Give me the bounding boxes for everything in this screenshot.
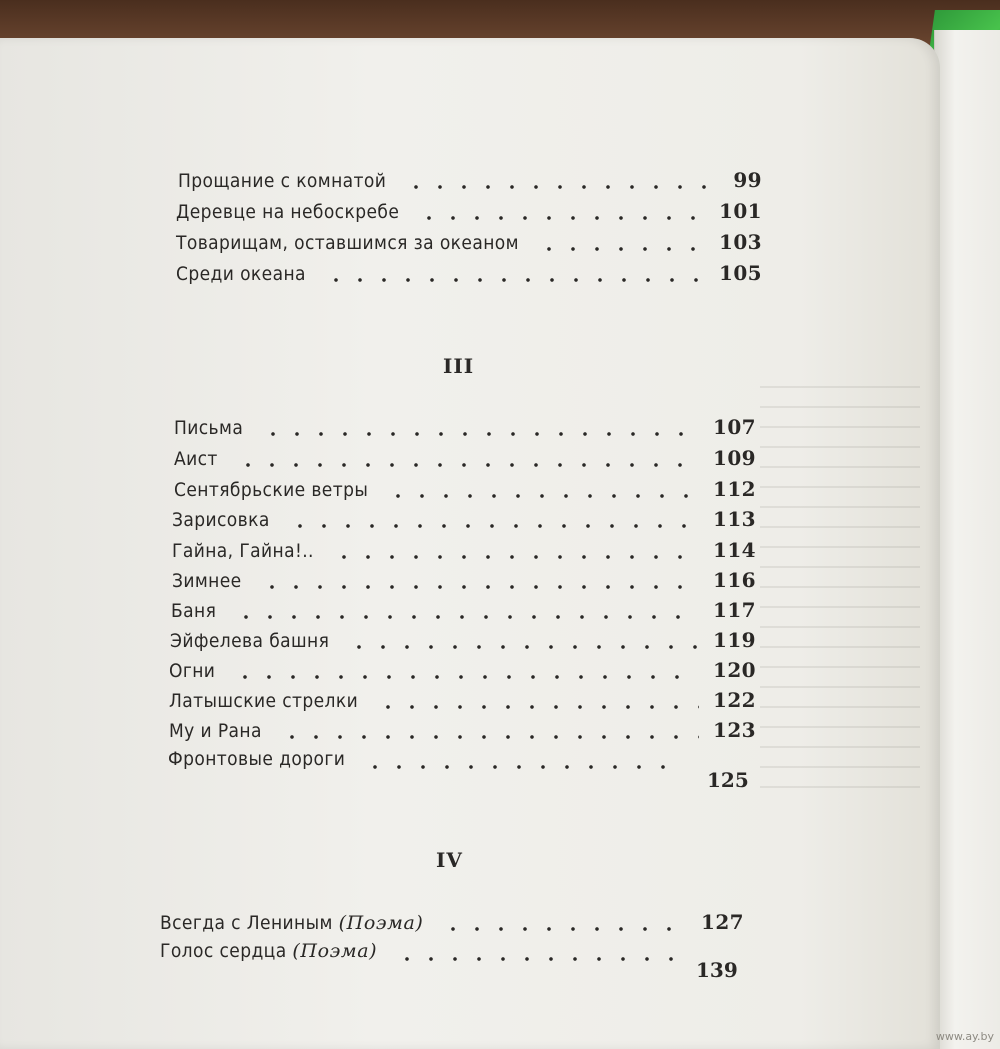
toc-entry[interactable] bbox=[169, 688, 756, 716]
toc-entry[interactable] bbox=[172, 568, 756, 596]
entry-title: Зарисовка bbox=[172, 509, 270, 531]
entry-title: Деревце на небоскребе bbox=[176, 201, 400, 223]
dot-leader bbox=[386, 494, 699, 498]
entry-page-number: 127 bbox=[701, 910, 744, 934]
dot-leader bbox=[395, 957, 676, 961]
toc-entry[interactable] bbox=[169, 718, 756, 746]
dot-leader bbox=[537, 247, 705, 251]
entry-page-number: 112 bbox=[713, 477, 756, 501]
toc-entry[interactable] bbox=[176, 199, 762, 227]
entry-title: Товарищам, оставшимся за океаном bbox=[176, 232, 519, 254]
dot-leader bbox=[363, 765, 674, 769]
toc-entry[interactable] bbox=[174, 415, 756, 443]
entry-title-note: (Поэма) bbox=[338, 912, 424, 934]
dot-leader bbox=[404, 185, 719, 189]
dot-leader bbox=[261, 432, 699, 436]
entry-title bbox=[160, 912, 423, 934]
entry-title: Огни bbox=[169, 660, 216, 682]
toc-entry[interactable] bbox=[176, 261, 762, 289]
dot-leader bbox=[324, 278, 705, 282]
entry-page-number: 109 bbox=[713, 446, 756, 470]
entry-page-number: 107 bbox=[713, 415, 756, 439]
dot-leader bbox=[233, 675, 699, 679]
dot-leader bbox=[236, 463, 699, 467]
entry-page-number: 99 bbox=[733, 168, 762, 192]
entry-page-number: 123 bbox=[713, 718, 756, 742]
entry-title: Прощание с комнатой bbox=[178, 170, 387, 192]
entry-title-text: Всегда с Лениным bbox=[160, 912, 333, 934]
entry-title: Му и Рана bbox=[169, 720, 262, 742]
entry-page-number: 114 bbox=[713, 538, 756, 562]
entry-title: Латышские стрелки bbox=[169, 690, 359, 712]
toc-entry[interactable] bbox=[160, 910, 744, 938]
section-heading: III bbox=[443, 354, 475, 378]
dot-leader bbox=[260, 585, 699, 589]
entry-title: Среди океана bbox=[176, 263, 306, 285]
watermark: www.ay.by bbox=[935, 1030, 994, 1043]
entry-title bbox=[160, 940, 377, 962]
entry-title: Аист bbox=[174, 448, 218, 470]
dot-leader bbox=[332, 555, 699, 559]
dot-leader bbox=[376, 705, 699, 709]
entry-page-number: 120 bbox=[713, 658, 756, 682]
entry-page-number: 119 bbox=[713, 628, 756, 652]
dot-leader bbox=[280, 735, 699, 739]
dot-leader bbox=[234, 615, 699, 619]
toc-entry[interactable] bbox=[172, 507, 756, 535]
toc-entry[interactable] bbox=[174, 446, 756, 474]
entry-page-number: 113 bbox=[713, 507, 756, 531]
entry-page-number: 101 bbox=[719, 199, 762, 223]
section-heading: IV bbox=[436, 848, 463, 872]
entry-page-number: 105 bbox=[719, 261, 762, 285]
entry-page-number: 139 bbox=[696, 958, 738, 982]
toc-entry[interactable] bbox=[171, 598, 756, 626]
entry-page-number: 116 bbox=[713, 568, 756, 592]
entry-title: Гайна, Гайна!.. bbox=[172, 540, 314, 562]
entry-page-number: 103 bbox=[719, 230, 762, 254]
dot-leader bbox=[417, 216, 705, 220]
toc-entry[interactable] bbox=[178, 168, 762, 196]
toc-entry[interactable] bbox=[174, 477, 756, 505]
entry-title: Зимнее bbox=[172, 570, 242, 592]
toc-entry[interactable] bbox=[168, 748, 688, 776]
toc-entry[interactable] bbox=[170, 628, 756, 656]
toc-entry[interactable] bbox=[172, 538, 756, 566]
toc-entry[interactable] bbox=[169, 658, 756, 686]
entry-title: Эйфелева башня bbox=[170, 630, 330, 652]
entry-title-note: (Поэма) bbox=[292, 940, 378, 962]
dot-leader bbox=[347, 645, 699, 649]
entry-title: Баня bbox=[171, 600, 217, 622]
dot-leader bbox=[288, 524, 699, 528]
entry-title: Сентябрьские ветры bbox=[174, 479, 369, 501]
entry-page-number: 117 bbox=[713, 598, 756, 622]
entry-title-text: Голос сердца bbox=[160, 940, 287, 962]
entry-title: Письма bbox=[174, 417, 244, 439]
dot-leader bbox=[441, 927, 687, 931]
entry-page-number: 125 bbox=[707, 768, 749, 792]
toc-entry[interactable] bbox=[160, 940, 690, 968]
entry-title: Фронтовые дороги bbox=[168, 748, 346, 770]
toc-entry[interactable] bbox=[176, 230, 762, 258]
entry-page-number: 122 bbox=[713, 688, 756, 712]
